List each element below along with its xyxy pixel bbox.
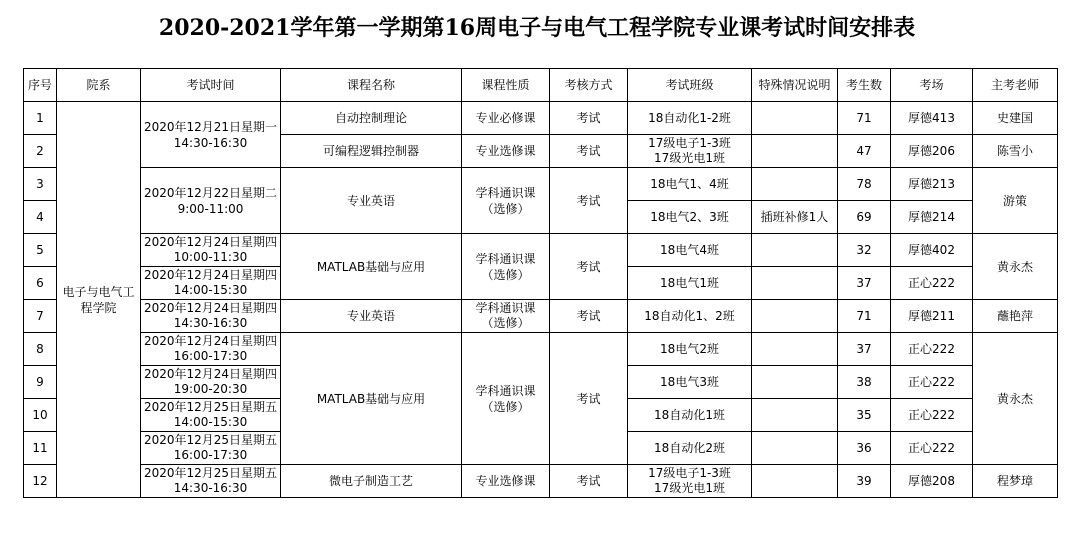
student-count: 37	[838, 267, 891, 300]
course-nature-line: 学科通识课	[475, 301, 536, 315]
exam-date: 2020年12月25日星期五	[143, 466, 278, 480]
exam-hours: 14:30-16:30	[173, 135, 248, 150]
exam-date: 2020年12月22日星期二	[143, 185, 278, 200]
exam-date: 2020年12月25日星期五	[143, 433, 278, 447]
course-name: 专业英语	[281, 300, 462, 333]
exam-class: 18电气4班	[628, 234, 752, 267]
row-no: 11	[24, 432, 57, 465]
table-row	[24, 465, 1058, 498]
table-row	[24, 168, 1058, 201]
exam-hours: 10:00-11:30	[173, 250, 248, 264]
header-cell-teacher: 主考老师	[973, 69, 1058, 102]
student-count: 37	[838, 333, 891, 366]
row-no: 12	[24, 465, 57, 498]
course-name: 自动控制理论	[281, 102, 462, 135]
header-cell-department: 院系	[57, 69, 141, 102]
special-note	[752, 432, 838, 465]
exam-time-cell	[141, 333, 281, 366]
exam-class: 18电气2、3班	[628, 201, 752, 234]
exam-room: 正心222	[891, 399, 973, 432]
student-count: 35	[838, 399, 891, 432]
exam-date: 2020年12月24日星期四	[143, 334, 278, 348]
exam-room: 厚德211	[891, 300, 973, 333]
header-cell-time: 考试时间	[141, 69, 281, 102]
exam-hours: 14:30-16:30	[173, 481, 248, 495]
exam-hours: 9:00-11:00	[177, 201, 244, 216]
exam-date: 2020年12月24日星期四	[143, 301, 278, 315]
exam-time-cell	[141, 234, 281, 267]
assessment-method: 考试	[550, 234, 628, 300]
course-nature-line: 学科通识课	[475, 251, 536, 266]
student-count: 71	[838, 300, 891, 333]
course-nature-line: 学科通识课	[475, 383, 536, 398]
exam-date: 2020年12月24日星期四	[143, 367, 278, 381]
course-nature: 专业选修课	[462, 135, 550, 168]
exam-room: 厚德413	[891, 102, 973, 135]
course-nature-line: 学科通识课	[475, 185, 536, 200]
course-nature: 专业必修课	[462, 102, 550, 135]
department-line: 电子与电气工	[62, 284, 135, 299]
exam-time-cell	[141, 102, 281, 168]
student-count: 69	[838, 201, 891, 234]
exam-class: 18电气1、4班	[628, 168, 752, 201]
special-note	[752, 168, 838, 201]
header-row	[24, 69, 1058, 102]
exam-room: 厚德206	[891, 135, 973, 168]
special-note	[752, 135, 838, 168]
row-no: 3	[24, 168, 57, 201]
student-count: 36	[838, 432, 891, 465]
exam-class-line: 17级电子1-3班	[648, 466, 731, 480]
course-name: 可编程逻辑控制器	[281, 135, 462, 168]
course-name: 专业英语	[281, 168, 462, 234]
special-note: 插班补修1人	[752, 201, 838, 234]
course-nature	[462, 333, 550, 465]
course-name: MATLAB基础与应用	[281, 234, 462, 300]
exam-date: 2020年12月21日星期一	[143, 119, 278, 134]
special-note	[752, 465, 838, 498]
exam-class: 18电气1班	[628, 267, 752, 300]
assessment-method: 考试	[550, 102, 628, 135]
exam-class	[628, 135, 752, 168]
exam-schedule-table	[23, 68, 1058, 498]
special-note	[752, 366, 838, 399]
course-name: 微电子制造工艺	[281, 465, 462, 498]
row-no: 1	[24, 102, 57, 135]
assessment-method: 考试	[550, 465, 628, 498]
row-no: 6	[24, 267, 57, 300]
department-cell	[57, 102, 141, 498]
page-title: 2020-2021学年第一学期第16周电子与电气工程学院专业课考试时间安排表	[158, 15, 916, 41]
special-note	[752, 333, 838, 366]
exam-hours: 19:00-20:30	[173, 382, 248, 396]
teacher: 陈雪小	[973, 135, 1058, 168]
header-cell-no: 序号	[24, 69, 57, 102]
teacher: 黄永杰	[973, 333, 1058, 465]
row-no: 10	[24, 399, 57, 432]
exam-time-cell	[141, 366, 281, 399]
row-no: 2	[24, 135, 57, 168]
row-no: 4	[24, 201, 57, 234]
department-line: 程学院	[80, 300, 117, 315]
exam-time-cell	[141, 432, 281, 465]
exam-room: 正心222	[891, 366, 973, 399]
student-count: 71	[838, 102, 891, 135]
student-count: 32	[838, 234, 891, 267]
exam-room: 厚德208	[891, 465, 973, 498]
student-count: 78	[838, 168, 891, 201]
row-no: 5	[24, 234, 57, 267]
course-nature	[462, 168, 550, 234]
table-row	[24, 234, 1058, 267]
exam-class	[628, 465, 752, 498]
student-count: 38	[838, 366, 891, 399]
assessment-method: 考试	[550, 300, 628, 333]
exam-time-cell	[141, 168, 281, 234]
special-note	[752, 267, 838, 300]
exam-class: 18自动化2班	[628, 432, 752, 465]
exam-room: 正心222	[891, 267, 973, 300]
assessment-method: 考试	[550, 135, 628, 168]
row-no: 7	[24, 300, 57, 333]
teacher: 程梦璋	[973, 465, 1058, 498]
header-cell-assessment: 考核方式	[550, 69, 628, 102]
exam-date: 2020年12月24日星期四	[143, 235, 278, 249]
student-count: 39	[838, 465, 891, 498]
exam-class: 18自动化1-2班	[628, 102, 752, 135]
teacher: 蘸艳萍	[973, 300, 1058, 333]
special-note	[752, 102, 838, 135]
exam-room: 厚德214	[891, 201, 973, 234]
exam-hours: 14:00-15:30	[173, 283, 248, 297]
exam-room: 正心222	[891, 333, 973, 366]
exam-class-line: 17级电子1-3班	[648, 136, 731, 150]
course-nature: 专业选修课	[462, 465, 550, 498]
course-nature-line: （选修）	[481, 201, 530, 216]
exam-hours: 14:00-15:30	[173, 415, 248, 429]
exam-time-cell	[141, 300, 281, 333]
exam-time-cell	[141, 267, 281, 300]
header-cell-nature: 课程性质	[462, 69, 550, 102]
exam-hours: 14:30-16:30	[173, 316, 248, 330]
student-count: 47	[838, 135, 891, 168]
table-row	[24, 333, 1058, 366]
exam-date: 2020年12月25日星期五	[143, 400, 278, 414]
table-row	[24, 102, 1058, 135]
exam-class-line: 17级光电1班	[654, 481, 725, 495]
row-no: 8	[24, 333, 57, 366]
exam-class: 18自动化1、2班	[628, 300, 752, 333]
header-cell-room: 考场	[891, 69, 973, 102]
special-note	[752, 399, 838, 432]
exam-hours: 16:00-17:30	[173, 349, 248, 363]
header-cell-class: 考试班级	[628, 69, 752, 102]
exam-time-cell	[141, 399, 281, 432]
course-name: MATLAB基础与应用	[281, 333, 462, 465]
exam-class: 18电气3班	[628, 366, 752, 399]
header-cell-course: 课程名称	[281, 69, 462, 102]
exam-room: 正心222	[891, 432, 973, 465]
exam-class: 18电气2班	[628, 333, 752, 366]
course-nature-line: （选修）	[481, 316, 530, 330]
exam-class: 18自动化1班	[628, 399, 752, 432]
exam-hours: 16:00-17:30	[173, 448, 248, 462]
exam-date: 2020年12月24日星期四	[143, 268, 278, 282]
header-cell-count: 考生数	[838, 69, 891, 102]
header-cell-special: 特殊情况说明	[752, 69, 838, 102]
row-no: 9	[24, 366, 57, 399]
table-row	[24, 300, 1058, 333]
teacher: 史建国	[973, 102, 1058, 135]
course-nature-line: （选修）	[481, 267, 530, 282]
teacher: 黄永杰	[973, 234, 1058, 300]
special-note	[752, 234, 838, 267]
exam-class-line: 17级光电1班	[654, 151, 725, 165]
special-note	[752, 300, 838, 333]
teacher: 游策	[973, 168, 1058, 234]
exam-time-cell	[141, 465, 281, 498]
assessment-method: 考试	[550, 168, 628, 234]
exam-room: 厚德402	[891, 234, 973, 267]
assessment-method: 考试	[550, 333, 628, 465]
course-nature	[462, 234, 550, 300]
course-nature-line: （选修）	[481, 399, 530, 414]
course-nature	[462, 300, 550, 333]
exam-room: 厚德213	[891, 168, 973, 201]
